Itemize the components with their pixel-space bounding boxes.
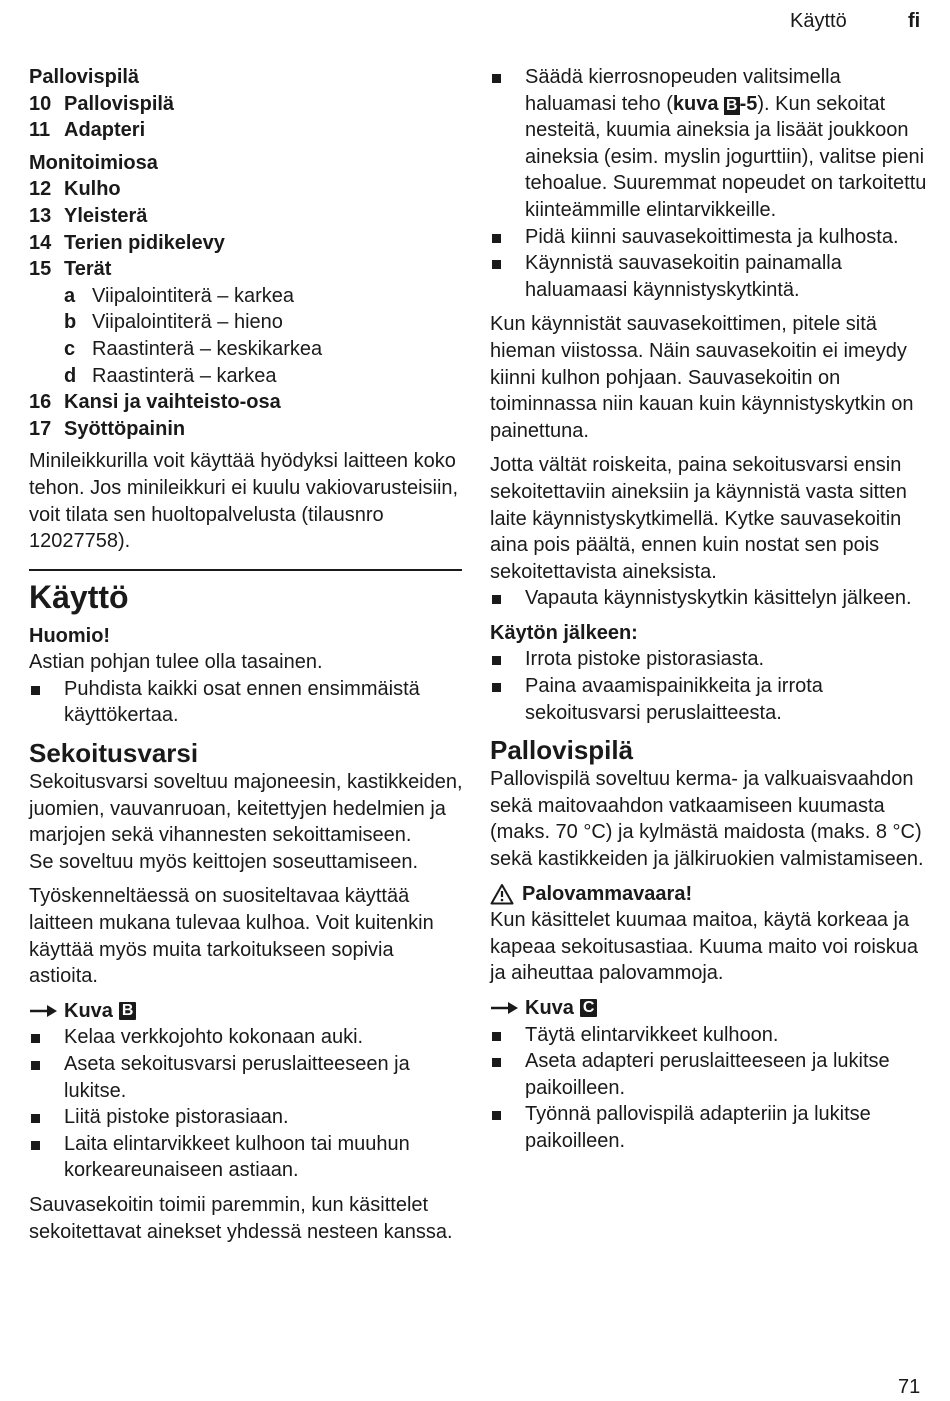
list-item: Puhdista kaikki osat ennen ensimmäistä käyttökertaa. (29, 676, 464, 729)
parts-item: 14 Terien pidikelevy (29, 231, 225, 254)
figure-letter-badge: B (726, 96, 738, 114)
blade-item: d Raastinterä – karkea (64, 364, 277, 387)
list-item: Irrota pistoke pistorasiasta. (490, 646, 935, 673)
figure-reference: Kuva B (29, 998, 464, 1025)
list-item: Täytä elintarvikkeet kulhoon. (490, 1022, 935, 1049)
blade-item: b Viipalointiterä – hieno (64, 311, 283, 334)
whisk-paragraph: Pallovispilä soveltuu kerma- ja valkuaisvaahdon sekä maitovaahdon vatkaamiseen kuumasta (maks. 70 °C) ja kylmästä maidosta (maks. 8 °C) sekä kastikkeiden ja jälkiruokien valmistamiseen. (490, 768, 924, 871)
list-item: Aseta sekoitusvarsi peruslaitteeseen ja lukitse. (29, 1051, 464, 1104)
bullet-square-icon (490, 250, 525, 303)
list-item: Liitä pistoke pistorasiaan. (29, 1104, 464, 1131)
list-item: Vapauta käynnistyskytkin käsittelyn jälkeen. (490, 585, 935, 612)
minichopper-paragraph: Minileikkurilla voit käyttää hyödyksi laitteen koko tehon. Jos minileikkuri ei kuulu vakiovarusteisiin, voit tilata sen huoltopalvelusta (tilausnro 12027758). (29, 450, 459, 553)
bullet-square-icon (29, 1104, 64, 1131)
blade-item: a Viipalointiterä – karkea (64, 284, 294, 307)
arrow-right-icon (29, 1004, 64, 1018)
list-item: Paina avaamispainikkeita ja irrota sekoitusvarsi peruslaitteesta. (490, 673, 935, 726)
list-item: Käynnistä sauvasekoitin painamalla haluamaasi käynnistyskytkintä. (490, 250, 935, 303)
bullet-square-icon (490, 64, 525, 224)
closing-paragraph: Sauvasekoitin toimii paremmin, kun käsittelet sekoitettavat ainekset yhdessä nesteen kanssa. (29, 1193, 453, 1243)
bullet-square-icon (29, 1024, 64, 1051)
list-item: Aseta adapteri peruslaitteeseen ja lukitse paikoilleen. (490, 1048, 935, 1101)
parts-item: 17 Syöttöpainin (29, 417, 186, 440)
blender-paragraph: Se soveltuu myös keittojen soseuttamiseen. (29, 850, 419, 873)
bullet-square-icon (490, 585, 525, 612)
warning-triangle-icon (490, 883, 514, 905)
figure-letter-badge: C (580, 999, 598, 1017)
parts-item: 11 Adapteri (29, 119, 146, 142)
note-text: Astian pohjan tulee olla tasainen. (29, 651, 323, 674)
after-use-title: Käytön jälkeen: (490, 621, 638, 644)
list-item: Laita elintarvikkeet kulhoon tai muuhun korkeareunaiseen astiaan. (29, 1131, 464, 1184)
parts-item: 13 Yleisterä (29, 204, 148, 227)
list-item: Pidä kiinni sauvasekoittimesta ja kulhosta. (490, 224, 935, 251)
parts-group-title: Monitoimiosa (29, 151, 158, 174)
parts-item: 12 Kulho (29, 178, 121, 201)
bullet-square-icon (29, 676, 64, 729)
bullet-square-icon (490, 673, 525, 726)
blender-paragraph: Sekoitusvarsi soveltuu majoneesin, kastikkeiden, juomien, vauvanruoan, keitettyjen hedelmien ja marjojen sekä vihannesten sekoittamiseen. (29, 771, 463, 847)
blender-paragraph: Työskenneltäessä on suositeltavaa käyttää laitteen mukana tulevaa kulhoa. Voit kuitenkin käyttää myös muita tarkoitukseen sopivia astioita. (29, 885, 434, 988)
list-item: Työnnä pallovispilä adapteriin ja lukitse paikoilleen. (490, 1101, 935, 1154)
warning-text: Kun käsittelet kuumaa maitoa, käytä korkeaa ja kapeaa sekoitusastiaa. Kuuma maito voi roiskua ja aiheuttaa palovammoja. (490, 909, 919, 985)
parts-item: 15 Terät (29, 258, 112, 281)
bullet-square-icon (490, 1022, 525, 1049)
bullet-square-icon (29, 1131, 64, 1184)
bullet-square-icon (490, 1101, 525, 1154)
blender-heading: Sekoitusvarsi (29, 738, 199, 769)
right-column (490, 64, 935, 1155)
bullet-square-icon (29, 1051, 64, 1104)
page-number: 71 (898, 1376, 921, 1398)
bullet-square-icon (490, 1048, 525, 1101)
section-divider (29, 569, 462, 571)
warning-title: Palovammavaara! (490, 881, 935, 908)
figure-letter-badge: B (119, 1002, 137, 1020)
whisk-heading: Pallovispilä (490, 735, 634, 766)
arrow-right-icon (490, 1001, 525, 1015)
usage-paragraph: Kun käynnistät sauvasekoittimen, pitele sitä hieman viistossa. Näin sauvasekoitin ei imeydy kiinni kulhon pohjaan. Sauvasekoitin on toiminnassa niin kauan kuin käynnistyskytkin on painettuna. (490, 313, 914, 442)
parts-group-title: Pallovispilä (29, 66, 140, 88)
section-title: Käyttö (29, 578, 129, 615)
parts-item: 10 Pallovispilä (29, 92, 175, 115)
list-item: Kelaa verkkojohto kokonaan auki. (29, 1024, 464, 1051)
note-title: Huomio! (29, 624, 111, 647)
bullet-square-icon (490, 646, 525, 673)
bullet-square-icon (490, 224, 525, 251)
header-section-title: Käyttö (790, 10, 847, 32)
list-item: Säädä kierrosnopeuden valitsimella haluamasi teho (kuva B -5). Kun sekoitat nesteitä, kuumia aineksia ja lisäät joukkoon aineksia (esim. myslin jogurttiin), valitse pieni tehoalue. Suuremmat nopeudet on tarkoitettu kiinteämmille elintarvikkeille. (490, 64, 935, 224)
header-language-code: fi (908, 10, 921, 32)
left-column (29, 64, 464, 1245)
blade-item: c Raastinterä – keskikarkea (64, 337, 323, 360)
usage-paragraph: Jotta vältät roiskeita, paina sekoitusvarsi ensin sekoitettaviin aineksiin ja käynnistä vasta sitten laite käynnistyskytkimellä. Kytke sauvasekoitin aina pois päältä, ennen kuin nostat sen pois sekoitettavista aineksista. (490, 454, 907, 583)
parts-item: 16 Kansi ja vaihteisto-osa (29, 391, 281, 414)
figure-reference: Kuva C (490, 995, 935, 1022)
